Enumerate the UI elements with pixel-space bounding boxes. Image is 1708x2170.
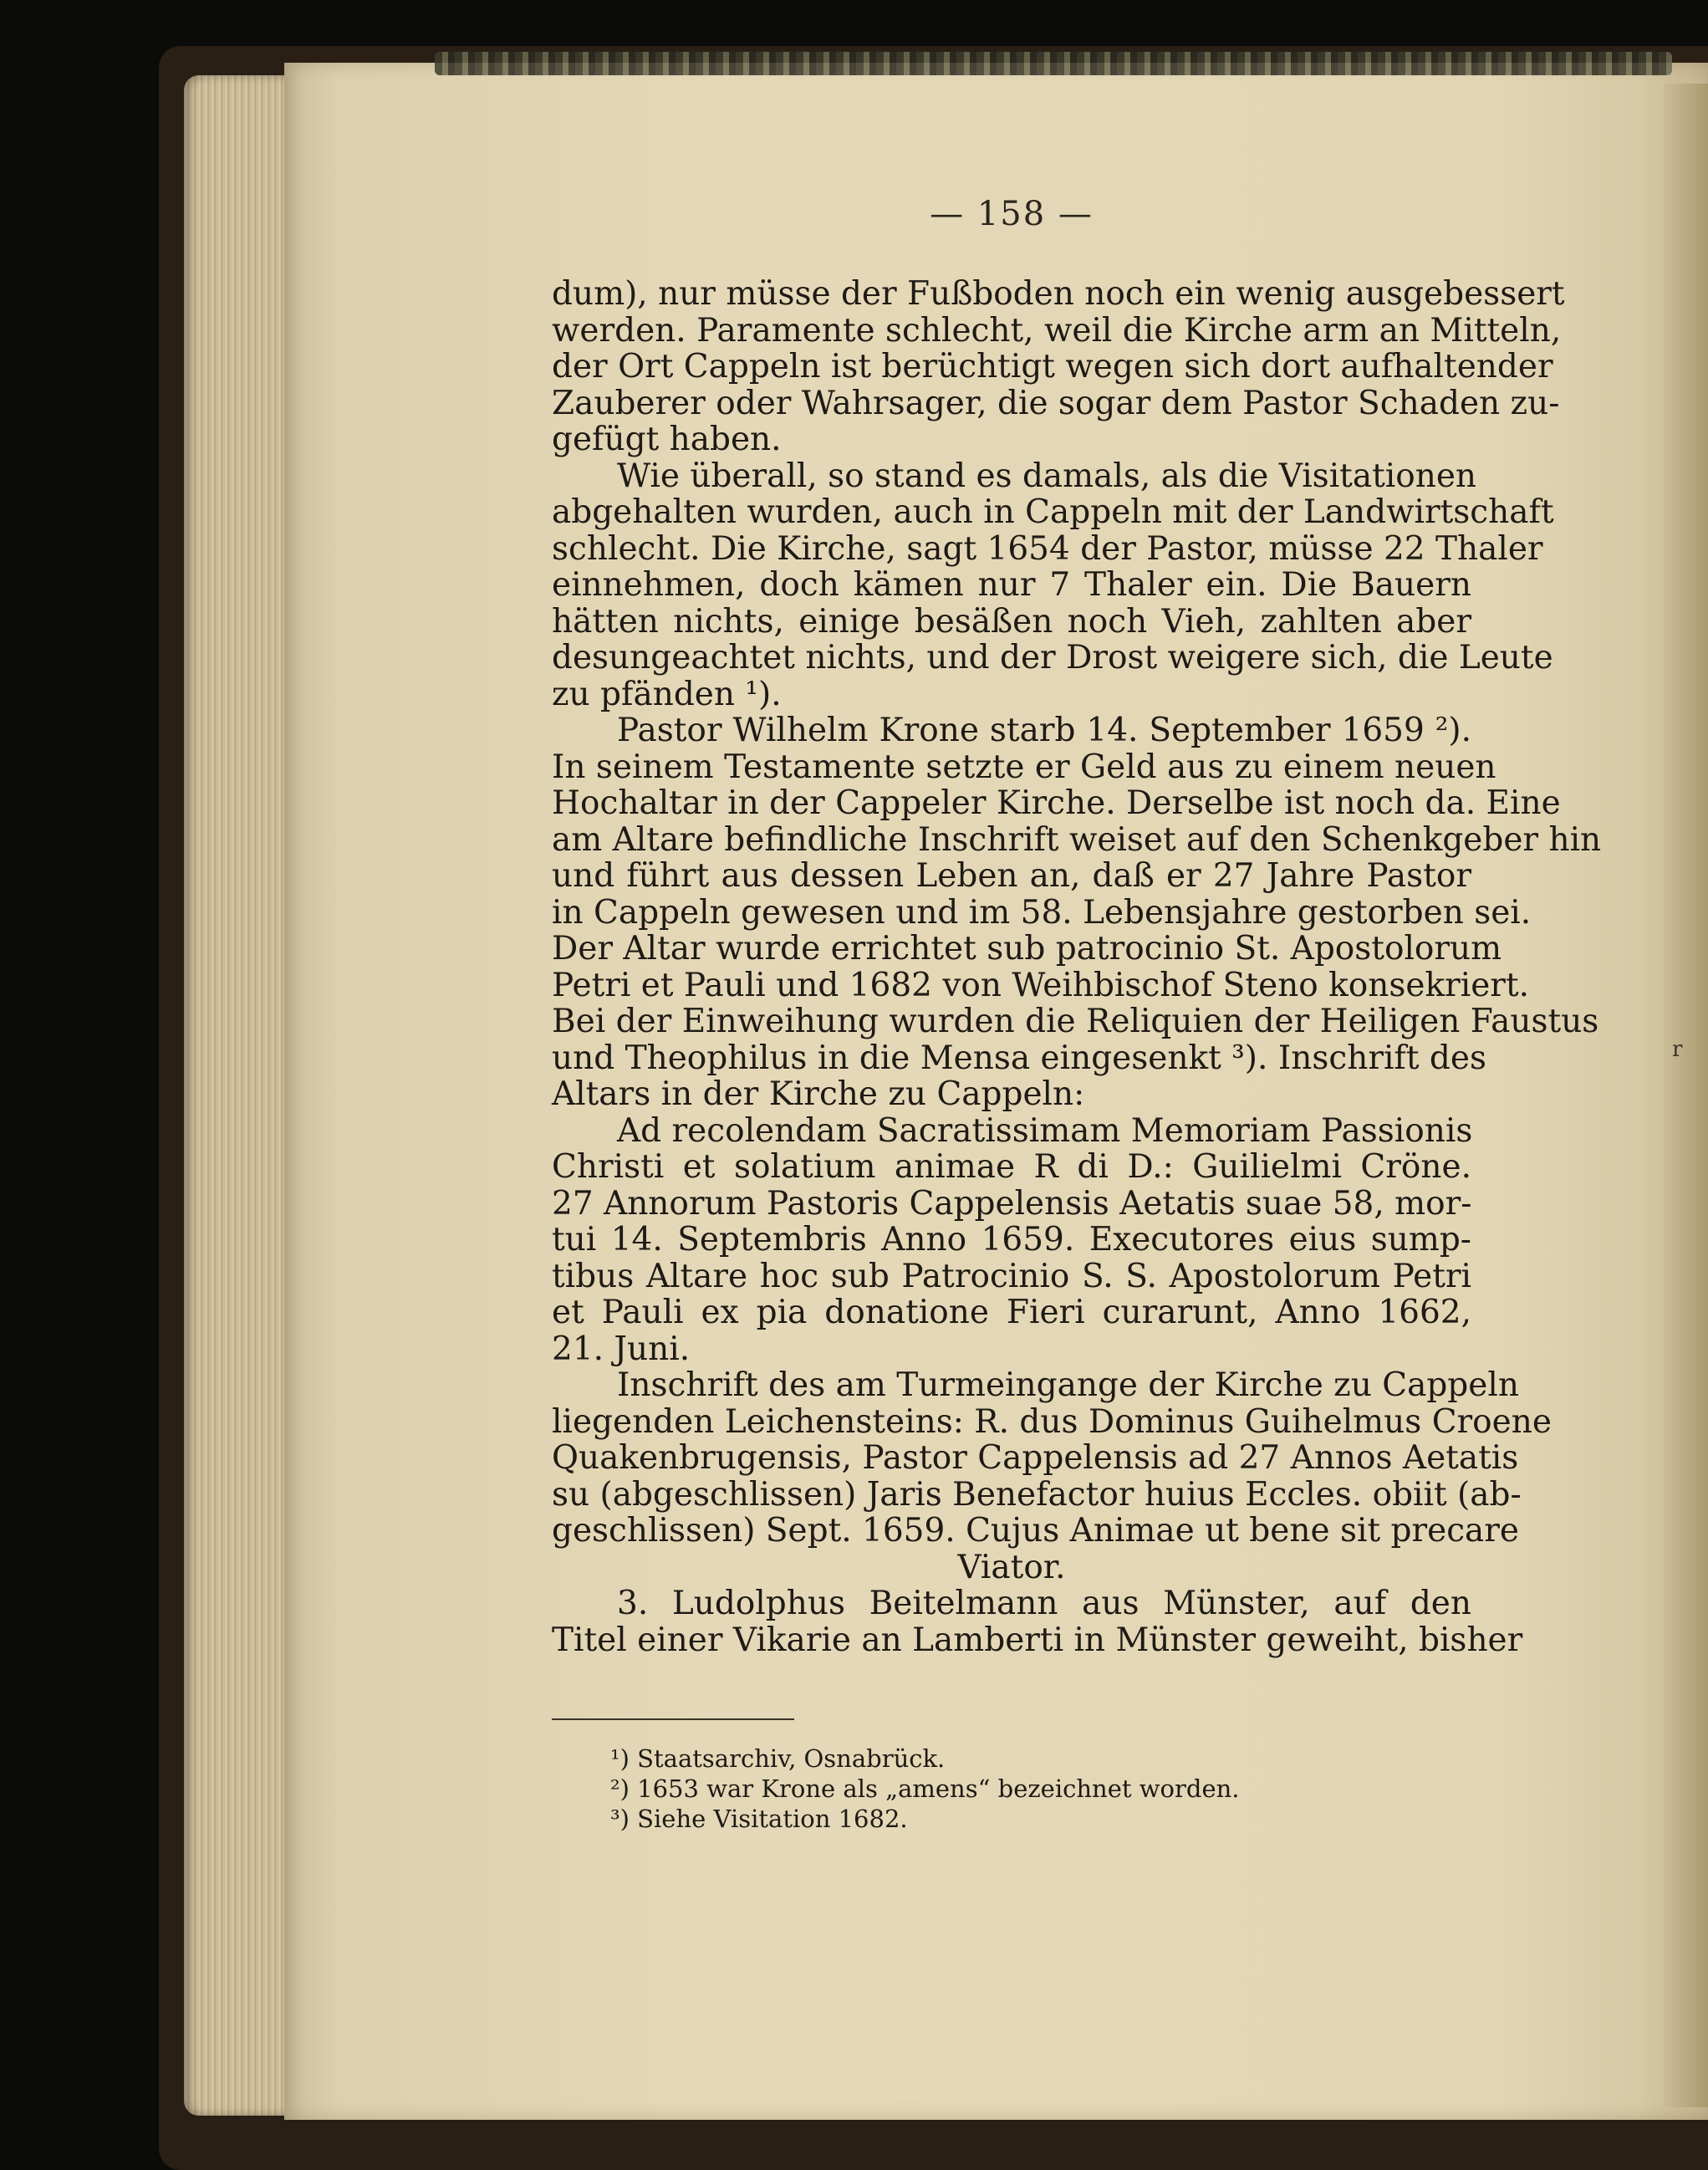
- text-line: tui 14. Septembris Anno 1659. Executores eius sump-: [552, 1221, 1471, 1259]
- text-line: Zauberer oder Wahrsager, die sogar dem Pastor Schaden zu-: [552, 384, 1560, 422]
- footnote: ³) Siehe Visitation 1682.: [610, 1805, 908, 1833]
- text-line: schlecht. Die Kirche, sagt 1654 der Pastor, müsse 22 Thaler: [552, 529, 1543, 568]
- footnote: ¹) Staatsarchiv, Osnabrück.: [610, 1744, 946, 1773]
- text-line: et Pauli ex pia donatione Fieri curarunt, Anno 1662,: [552, 1294, 1471, 1331]
- text-line: Quakenbrugensis, Pastor Cappelensis ad 27 Annos Aetatis: [552, 1439, 1519, 1477]
- text-line: Viator.: [957, 1548, 1066, 1586]
- text-line: desungeachtet nichts, und der Drost weigere sich, die Leute: [552, 639, 1553, 677]
- text-line: und Theophilus in die Mensa eingesenkt ³). Inschrift des: [552, 1039, 1486, 1077]
- text-line: einnehmen, doch kämen nur 7 Thaler ein. Die Bauern: [552, 566, 1471, 604]
- footnote-rule: [552, 1718, 794, 1720]
- footnotes: [552, 1744, 1471, 1834]
- text-line: Titel einer Vikarie an Lamberti in Münster geweiht, bisher: [552, 1621, 1523, 1659]
- margin-mark: r: [1672, 1037, 1683, 1062]
- text-line: 21. Juni.: [552, 1330, 691, 1368]
- page-text-block: [552, 195, 1602, 1727]
- text-line: Wie überall, so stand es damals, als die Visitationen: [617, 457, 1477, 495]
- text-line: Ad recolendam Sacratissimam Memoriam Passionis: [617, 1111, 1473, 1150]
- top-edge-damage: [435, 52, 1672, 75]
- text-line: am Altare befindliche Inschrift weiset auf den Schenkgeber hin: [552, 820, 1602, 859]
- text-line: Altars in der Kirche zu Cappeln:: [552, 1075, 1085, 1113]
- page-number: — 158 —: [930, 195, 1094, 233]
- text-line: tibus Altare hoc sub Patrocinio S. S. Apostolorum Petri: [552, 1257, 1471, 1295]
- text-line: 27 Annorum Pastoris Cappelensis Aetatis suae 58, mor-: [552, 1184, 1472, 1223]
- text-line: zu pfänden ¹).: [552, 675, 782, 713]
- text-line: Petri et Pauli und 1682 von Weihbischof Steno konsekriert.: [552, 966, 1530, 1004]
- text-line: hätten nichts, einige besäßen noch Vieh, zahlten aber: [552, 602, 1471, 641]
- text-line: Der Altar wurde errichtet sub patrocinio St. Apostolorum: [552, 930, 1502, 968]
- text-line: der Ort Cappeln ist berüchtigt wegen sich dort aufhaltender: [552, 348, 1553, 385]
- text-line: su (abgeschlissen) Jaris Benefactor huius Eccles. obiit (ab-: [552, 1475, 1522, 1514]
- text-line: 3. Ludolphus Beitelmann aus Münster, auf den: [617, 1585, 1471, 1622]
- text-line: dum), nur müsse der Fußboden noch ein wenig ausgebessert: [552, 275, 1565, 313]
- text-line: Bei der Einweihung wurden die Reliquien der Heiligen Faustus: [552, 1003, 1599, 1040]
- text-line: abgehalten wurden, auch in Cappeln mit der Landwirtschaft: [552, 493, 1554, 531]
- body-text: [552, 275, 1602, 1659]
- page-gutter: [1664, 84, 1708, 2107]
- text-line: Pastor Wilhelm Krone starb 14. September 1659 ²).: [617, 712, 1471, 749]
- text-line: in Cappeln gewesen und im 58. Lebensjahre gestorben sei.: [552, 893, 1532, 932]
- text-line: gefügt haben.: [552, 421, 782, 458]
- text-line: geschlissen) Sept. 1659. Cujus Animae ut bene sit precare: [552, 1512, 1520, 1550]
- text-line: Hochaltar in der Cappeler Kirche. Derselbe ist noch da. Eine: [552, 784, 1561, 822]
- text-line: werden. Paramente schlecht, weil die Kirche arm an Mitteln,: [552, 311, 1562, 350]
- text-line: Inschrift des am Turmeingange der Kirche zu Cappeln: [617, 1366, 1519, 1404]
- text-line: liegenden Leichensteins: R. dus Dominus Guihelmus Croene: [552, 1402, 1552, 1441]
- text-line: In seinem Testamente setzte er Geld aus zu einem neuen: [552, 748, 1496, 786]
- footnote: ²) 1653 war Krone als „amens“ bezeichnet worden.: [610, 1774, 1240, 1803]
- text-line: und führt aus dessen Leben an, daß er 27 Jahre Pastor: [552, 857, 1471, 895]
- text-line: Christi et solatium animae R di D.: Guilielmi Cröne.: [552, 1148, 1471, 1186]
